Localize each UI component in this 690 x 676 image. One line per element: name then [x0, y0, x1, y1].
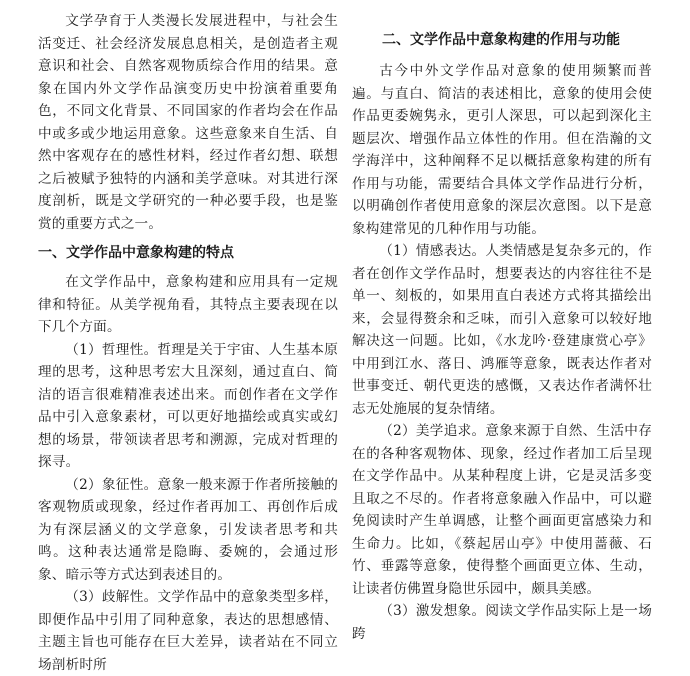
function-emotion-paragraph: （1）情感表达。人类情感是复杂多元的，作者在创作文学作品时，想要表达的内容往往不是单一、刻板的，如果用直白表述方式将其描绘出来，会显得赘余和乏味，而引入意象可以较好地解决这一问题。比如，《水龙吟·登建康赏心亭》中用到江水、落日、鸿雁等意象，既表达作者对世事变迁、朝代更迭的感慨，又表达作者满怀壮志无处施展的复杂情绪。: [352, 243, 652, 417]
feature-symbolism-paragraph: （2）象征性。意象一般来源于作者所接触的客观物质或现象，经过作者再加工、再创作后成为有深层涵义的文学意象，引发读者思考和共鸣。这种表达通常是隐晦、委婉的，会通过形象、暗示等方式达到表述目的。: [38, 476, 338, 583]
right-column: [352, 10, 652, 645]
intro-paragraph: 文学孕育于人类漫长发展进程中，与社会生活变迁、社会经济发展息息相关，是创造者主观意识和社会、自然客观物质综合作用的结果。意象在国内外文学作品演变历史中扮演着重要角色，不同文化背景、不同国家的作者均会在作品中或多或少地运用意象。这些意象来自生活、自然中客观存在的感性材料，经过作者幻想、联想之后被赋予独特的内涵和美学意味。对其进行深度剖析，既是文学研究的一种必要手段，也是鉴赏的重要方式之一。: [38, 13, 338, 232]
function-imagination-paragraph: （3）激发想象。阅读文学作品实际上是一场跨: [352, 603, 652, 642]
section1-intro-paragraph: 在文学作品中，意象构建和应用具有一定规律和特征。从美学视角看，其特点主要表现在以下几个方面。: [38, 274, 338, 335]
section2-heading: 二、文学作品中意象构建的作用与功能: [382, 32, 620, 48]
left-column: [38, 10, 338, 676]
function-aesthetic-paragraph: （2）美学追求。意象来源于自然、生活中存在的各种客观物体、现象，经过作者加工后呈现在文学作品中。从某种程度上讲，它是灵活多变且取之不尽的。作者将意象融入作品中，可以避免阅读时产生单调感，让整个画面更富感染力和生命力。比如，《蔡起居山亭》中使用蔷薇、石竹、垂露等意象，使得整个画面更立体、生动，让读者仿佛置身隐世乐园中，颇具美感。: [352, 423, 652, 597]
feature-philosophy-paragraph: （1）哲理性。哲理是关于宇宙、人生基本原理的思考，这种思考宏大且深刻，通过直白、简洁的语言很难精准表述出来。而创作者在文学作品中引入意象素材，可以更好地描绘或真实或幻想的场景，带领读者思考和溯源，完成对哲理的探寻。: [38, 341, 338, 470]
section1-heading: 一、文学作品中意象构建的特点: [38, 245, 234, 261]
section2-intro-paragraph: 古今中外文学作品对意象的使用频繁而普遍。与直白、简洁的表述相比，意象的使用会使作品更委婉隽永，更引人深思，可以起到深化主题层次、增强作品立体性的作用。但在浩瀚的文学海洋中，这种阐释不足以概括意象构建的所有作用与功能，需要结合具体文学作品进行分析，以明确创作者使用意象的深层次意图。以下是意象构建常见的几种作用与功能。: [352, 63, 652, 237]
feature-ambiguity-paragraph: （3）歧解性。文学作品中的意象类型多样，即便作品中引用了同种意象，表达的思想感情、主题主旨也可能存在巨大差异，读者站在不同立场剖析时所: [38, 589, 338, 673]
